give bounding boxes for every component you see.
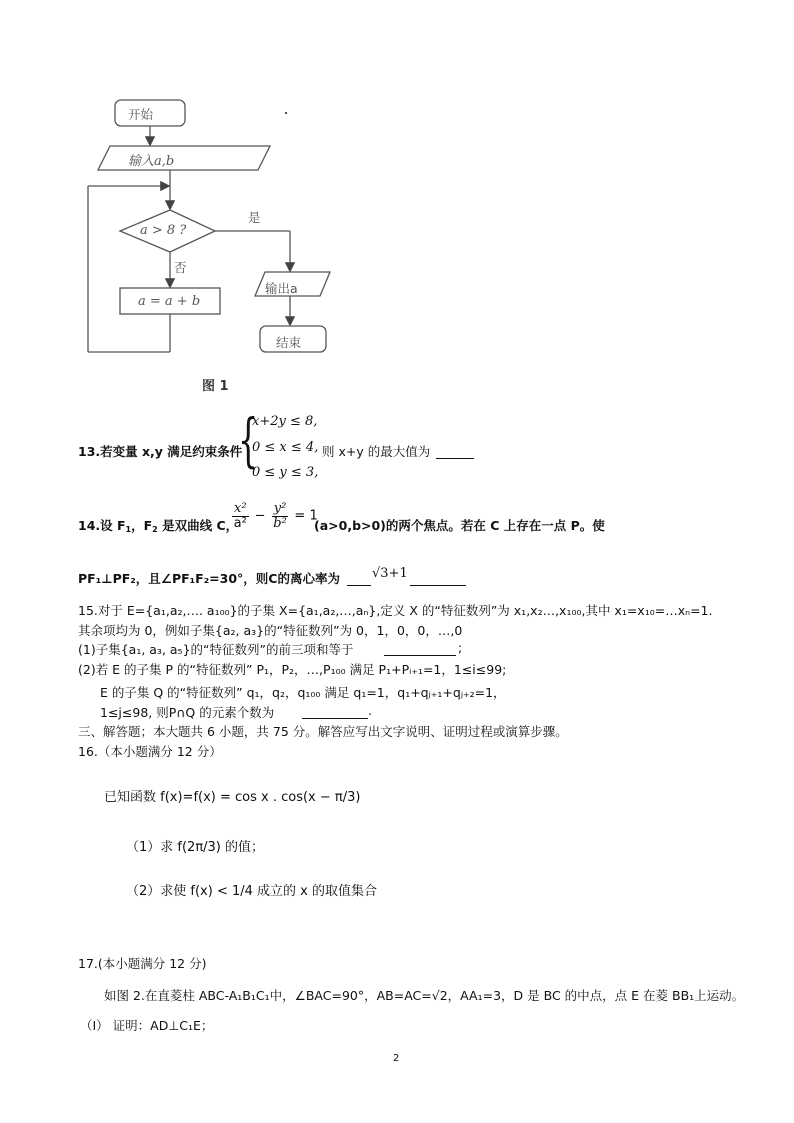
q15-line-2: 其余项均为 0，例如子集{a₂, a₃}的“特征数列”为 0，1，0，0，…,0 [78,623,463,638]
q15-line-5: E 的子集 Q 的“特征数列” q₁，q₂，q₁₀₀ 满足 q₁=1，q₁+qⱼ₊₁+qⱼ₊₂=1， [100,685,506,700]
flow-condition-label: a > 8 ? [140,223,187,238]
page-number: 2 [393,1053,400,1064]
q13-brace: { [238,406,259,474]
q15-semicolon: ; [458,640,463,655]
q14-answer: √3+1 [372,566,408,581]
q14-equation: $\frac{\text{x²}}{\text{a²}}$ − $\frac{\text{y²}}{\text{b²}}$ = 1 [233,501,318,531]
flowchart-figure [80,90,380,370]
q14-line2: PF₁⊥PF₂，且∠PF₁F₂=30°，则C的离心率为 [78,571,340,586]
q17-body: 如图 2.在直菱柱 ABC-A₁B₁C₁中，∠BAC=90°，AB=AC=√2，AA₁=3，D 是 BC 的中点，点 E 在菱 BB₁上运动。 [104,988,745,1003]
q13-constraint-2: 0 ≤ x ≤ 4, [252,440,319,455]
dot-mark [285,112,287,114]
flow-yes-label: 是 [248,210,261,225]
flow-output-label: 输出a [265,281,298,296]
q16-given: 已知函数 f(x)=f(x) = cos x . cos(x − π/3) [104,790,361,805]
q13-constraint-1: x+2y ≤ 8, [252,414,318,429]
flow-input-label: 输入a,b [128,154,175,169]
q15-line-6: 1≤j≤98, 则P∩Q 的元素个数为 [100,705,275,720]
q14-blank-2 [410,573,466,586]
q14-condition: (a>0,b>0)的两个焦点。若在 C 上存在一点 P。使 [314,518,605,533]
flow-input-box [98,146,270,170]
q16-title: 16.（本小题满分 12 分） [78,744,222,759]
q15-line-1: 15.对于 E={a₁,a₂,…. a₁₀₀}的子集 X={a₁,a₂,…,aₙ},定义 X 的“特征数列”为 x₁,x₂…,x₁₀₀,其中 x₁=x₁₀=…xₙ=1. [78,603,713,618]
q14-blank-1 [347,573,371,586]
q16-part-1: （1）求 f(2π/3) 的值； [126,840,265,855]
q14-line1: 14.设 $F_1$，$F_2$ 是双曲线 C， [78,518,239,534]
q15-line-3: (1)子集{a₁, a₃, a₅}的“特征数列”的前三项和等于 [78,642,354,657]
q13-prefix: 13.若变量 x,y 满足约束条件 [78,444,243,459]
q15-blank-2 [302,706,368,719]
q15-blank-1 [384,643,456,656]
figure-caption: 图 1 [202,379,229,394]
flow-no-label: 否 [174,260,187,275]
q15-line-4: (2)若 E 的子集 P 的“特征数列” P₁，P₂，…,P₁₀₀ 满足 P₁+Pᵢ₊₁=1，1≤i≤99; [78,662,507,677]
q13-suffix: 则 x+y 的最大值为 [322,444,431,459]
q13-blank [436,446,474,459]
q16-part-2: （2）求使 f(x) < 1/4 成立的 x 的取值集合 [126,884,377,899]
flow-start-label: 开始 [128,107,154,122]
q17-part-1: （I） 证明：AD⊥C₁E； [80,1018,214,1033]
q15-period: . [368,703,372,718]
q17-title: 17.(本小题满分 12 分) [78,956,207,971]
q13-constraint-3: 0 ≤ y ≤ 3, [252,465,319,480]
q14-prefix: 14.设 F [78,518,126,533]
section-3-heading: 三、解答题；本大题共 6 小题，共 75 分。解答应写出文字说明、证明过程或演算步骤。 [78,724,568,739]
q14-mid: 是双曲线 C， [162,518,239,533]
flow-process-label: a = a + b [138,294,201,309]
flow-end-label: 结束 [276,335,302,350]
